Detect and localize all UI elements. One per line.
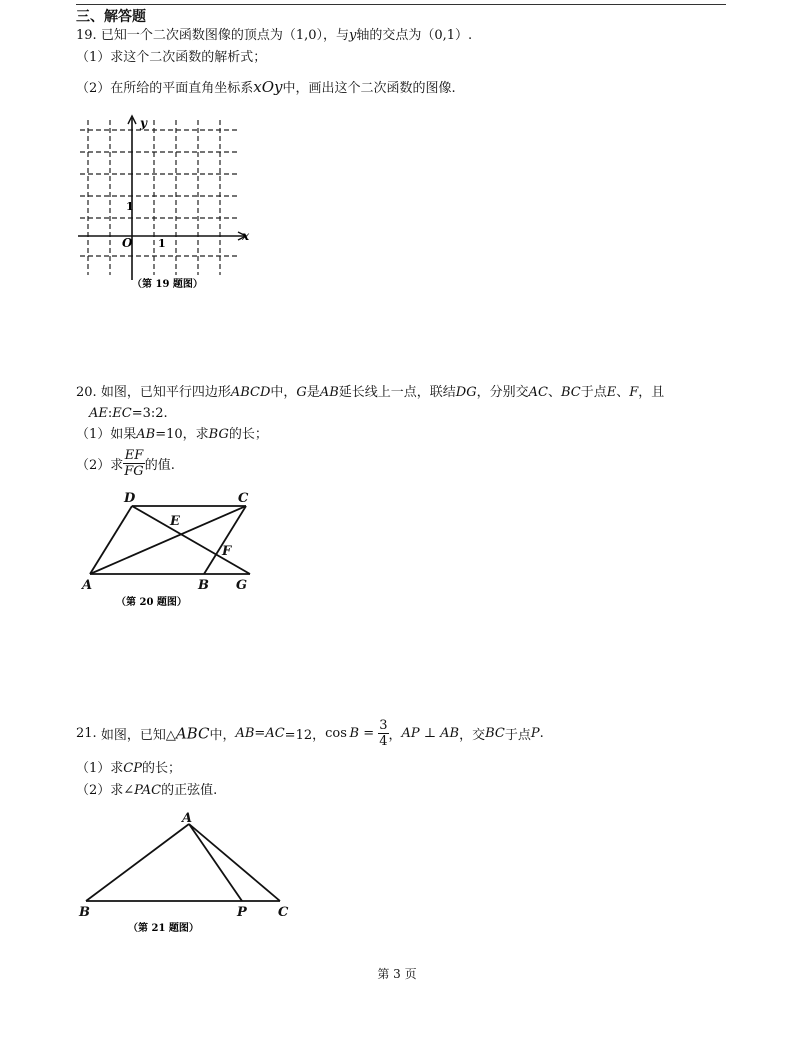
q20-label-g: G [236,578,248,593]
q21-var: AP [401,726,420,741]
q20-text: 、 [616,385,630,400]
q21-label-b: B [79,905,90,920]
q21-var: P [530,726,540,741]
q21-part1 [76,760,181,778]
q19-caption: （第 19 题图） [132,279,203,290]
q19-part2-text-a: （2）在所给的平面直角坐标系 [76,81,254,96]
q20-text: 的长； [228,427,268,442]
q20-label-f: F [222,544,232,559]
q20-var: E [606,385,617,400]
q20-fraction-denominator: FG [124,464,144,479]
q20-part1 [76,426,268,444]
q20-label-c: C [238,491,249,506]
q19-number: 19. [76,28,97,43]
q21-text: = [359,726,379,741]
q20-text: : [107,406,113,421]
q19-stem-var: y [349,28,357,43]
section-title: 三、解答题 [76,9,146,25]
q21-fraction-denominator: 4 [379,734,388,749]
q19-grid [80,120,240,275]
q21-fraction-numerator: 3 [379,718,388,733]
q21-var: AC [265,726,285,741]
q19-stem-text-a: 已知一个二次函数图像的顶点为（1,0），与 [100,28,350,43]
q21-text: ⊥ [419,726,441,741]
q20-var: DG [455,385,477,400]
q19-part1: （1）求这个二次函数的解析式； [76,50,267,65]
q21-text: 中， [209,728,236,743]
top-rule [76,4,726,5]
q19-stem [76,27,472,45]
q20-label-a: A [82,578,93,593]
q20-var: BG [208,427,229,442]
q21-var: B [349,726,360,741]
q20-label-d: D [124,491,136,506]
q20-stem-line2 [89,405,168,423]
q20-text: 、 [547,385,561,400]
q20-text: （1）如果 [76,427,137,442]
q20-text: ，分别交 [476,385,529,400]
q20-var: G [296,385,307,400]
q21-lines [86,824,280,901]
q21-text: ，交 [459,728,486,743]
q19-stem-text-b: 轴的交点为（0,1）. [356,28,473,43]
q20-stem-line1 [76,384,664,402]
q20-text: （2）求 [76,458,124,473]
q20-text: 延长线上一点，联结 [338,385,456,400]
q20-fraction-numerator: EF [124,448,144,463]
q21-label-c: C [278,905,289,920]
q21-text: =12， [284,728,326,743]
q19-label-x: x [242,229,250,243]
q20-var: ABCD [230,385,271,400]
q19-figure [74,110,254,295]
q20-text: 如图，已知平行四边形 [100,385,231,400]
q20-text: 中， [270,385,297,400]
q21-label-p: P [237,905,247,920]
q19-part2-var: xOy [253,78,283,96]
q20-caption: （第 20 题图） [116,597,187,608]
page-number: 第 3 页 [377,967,417,981]
q21-text: 于点 [504,728,531,743]
q20-number: 20. [76,385,97,400]
q20-var: EC [112,406,132,421]
q19-label-one-y: 1 [126,200,134,213]
q20-text: 于点 [580,385,607,400]
q19-label-origin: O [122,236,133,250]
q21-text: （2）求∠ [76,783,135,798]
q20-var: AC [528,385,548,400]
q21-label-a: A [182,811,193,826]
q21-var: AB [235,726,255,741]
q21-text: ， [388,728,402,743]
q20-fraction [123,448,144,479]
q20-text: 是 [306,385,320,400]
q21-text: = [254,726,266,741]
q19-label-one-x: 1 [158,237,166,250]
q21-var: CP [123,761,142,776]
q21-var: PAC [134,783,162,798]
q21-var: BC [485,726,505,741]
q20-text: =3:2. [131,406,168,421]
q20-text: 的值. [144,458,175,473]
q20-var: AE [89,406,108,421]
q20-text: ，且 [638,385,665,400]
q19-part2-text-b: 中，画出这个二次函数的图像. [282,81,456,96]
q21-text: （1）求 [76,761,124,776]
q20-label-e: E [170,514,180,529]
q21-fraction [378,718,388,749]
q21-figure [76,810,304,940]
q21-text: 的正弦值. [161,783,218,798]
q20-var: BC [560,385,581,400]
q21-number: 21. [76,726,97,741]
q20-var: F [629,385,639,400]
q21-text: 如图，已知△ [100,728,176,743]
q20-var: AB [319,385,339,400]
q21-stem [76,718,544,749]
q20-label-b: B [198,578,209,593]
q21-var: ABC [175,724,210,743]
q20-var: AB [136,427,156,442]
q21-text: 的长； [141,761,181,776]
q21-text: . [539,726,544,741]
q21-caption: （第 21 题图） [128,923,199,934]
q20-text: =10，求 [155,427,209,442]
q21-text: cos [325,726,347,741]
q19-label-y: y [140,116,147,130]
q20-figure [76,488,286,610]
q21-part2 [76,782,217,800]
q21-var: AB [440,726,460,741]
q19-part2 [76,78,456,98]
q20-part2 [76,448,175,479]
